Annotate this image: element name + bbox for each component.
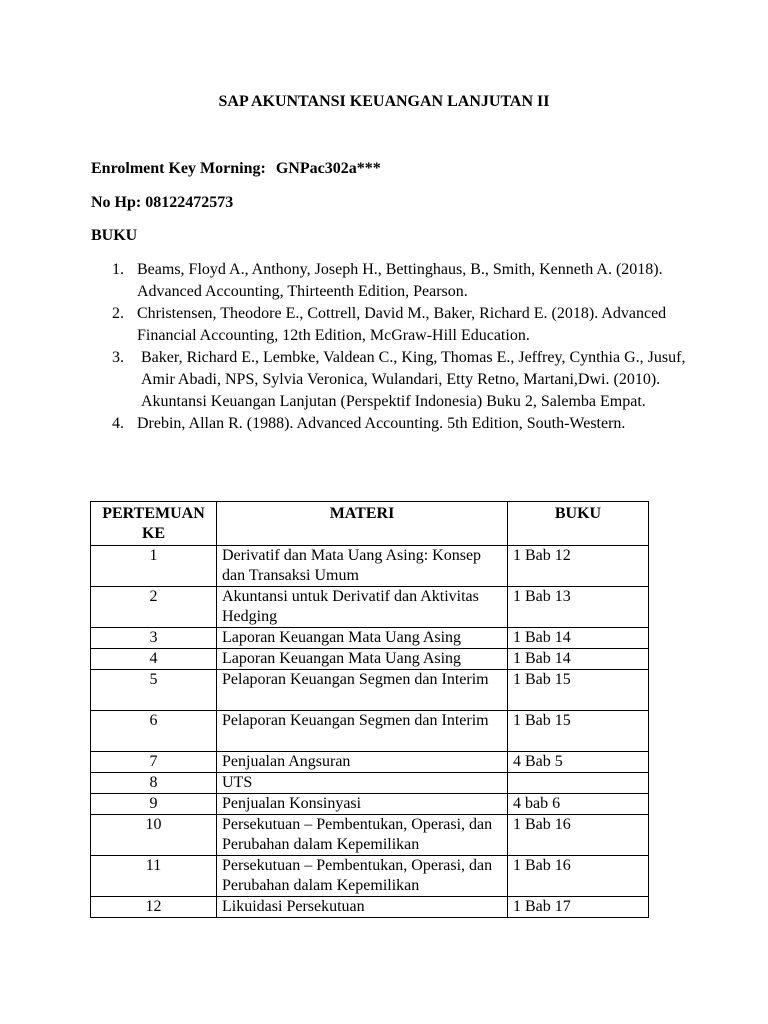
- book-reference-number: 4.: [112, 415, 124, 432]
- book-reference-number: 1.: [112, 261, 124, 278]
- table-row: [91, 815, 649, 856]
- schedule-table: [90, 501, 649, 918]
- table-row: [91, 752, 649, 773]
- header-materi: MATERI: [217, 502, 508, 546]
- cell-pertemuan: 9: [91, 794, 217, 815]
- book-reference-text: Drebin, Allan R. (1988). Advanced Accounting. 5th Edition, South-Western.: [137, 415, 626, 432]
- cell-materi: Likuidasi Persekutuan: [217, 897, 508, 918]
- cell-pertemuan: 6: [91, 711, 217, 752]
- book-reference: [91, 259, 691, 303]
- book-reference: [91, 413, 691, 435]
- cell-pertemuan: 10: [91, 815, 217, 856]
- cell-buku: 1 Bab 14: [508, 649, 649, 670]
- cell-pertemuan: 7: [91, 752, 217, 773]
- cell-materi: Laporan Keuangan Mata Uang Asing: [217, 628, 508, 649]
- cell-buku: 4 Bab 5: [508, 752, 649, 773]
- enrolment-key-line: [91, 160, 381, 178]
- table-row: [91, 773, 649, 794]
- cell-materi: Akuntansi untuk Derivatif dan Aktivitas Hedging: [217, 587, 508, 628]
- cell-pertemuan: 5: [91, 670, 217, 711]
- cell-buku: 1 Bab 16: [508, 815, 649, 856]
- cell-buku: 4 bab 6: [508, 794, 649, 815]
- cell-pertemuan: 4: [91, 649, 217, 670]
- table-row: [91, 897, 649, 918]
- enrolment-key-value: GNPac302a***: [275, 160, 381, 177]
- cell-buku: 1 Bab 15: [508, 711, 649, 752]
- cell-pertemuan: 3: [91, 628, 217, 649]
- book-reference: [91, 303, 691, 347]
- book-reference-text: Baker, Richard E., Lembke, Valdean C., King, Thomas E., Jeffrey, Cynthia G., Jusuf, Amir Abadi, NPS, Sylvia Veronica, Wulandari, Etty Retno, Martani,Dwi. (2010). Akuntansi Keuangan Lanjutan (Perspektif Indonesia) Buku 2, Salemba Empat.: [141, 349, 686, 410]
- cell-pertemuan: 8: [91, 773, 217, 794]
- cell-materi: Pelaporan Keuangan Segmen dan Interim: [217, 670, 508, 711]
- cell-buku: 1 Bab 14: [508, 628, 649, 649]
- table-row: [91, 649, 649, 670]
- cell-materi: UTS: [217, 773, 508, 794]
- cell-materi: Penjualan Konsinyasi: [217, 794, 508, 815]
- cell-buku: 1 Bab 17: [508, 897, 649, 918]
- enrolment-key-label: Enrolment Key Morning:: [91, 160, 266, 177]
- phone-line: [91, 194, 233, 212]
- table-row: [91, 711, 649, 752]
- cell-materi: Laporan Keuangan Mata Uang Asing: [217, 649, 508, 670]
- book-reference: [91, 347, 691, 413]
- cell-buku: 1 Bab 15: [508, 670, 649, 711]
- cell-pertemuan: 12: [91, 897, 217, 918]
- cell-pertemuan: 11: [91, 856, 217, 897]
- cell-materi: Pelaporan Keuangan Segmen dan Interim: [217, 711, 508, 752]
- cell-buku: 1 Bab 13: [508, 587, 649, 628]
- table-header-row: [91, 502, 649, 546]
- cell-buku: [508, 773, 649, 794]
- header-pertemuan: PERTEMUAN KE: [91, 502, 217, 546]
- cell-materi: Penjualan Angsuran: [217, 752, 508, 773]
- table-row: [91, 587, 649, 628]
- book-reference-list: [91, 259, 691, 435]
- cell-buku: 1 Bab 12: [508, 546, 649, 587]
- table-row: [91, 546, 649, 587]
- cell-buku: 1 Bab 16: [508, 856, 649, 897]
- cell-materi: Persekutuan – Pembentukan, Operasi, dan Perubahan dalam Kepemilikan: [217, 815, 508, 856]
- phone-value: 08122472573: [145, 194, 234, 211]
- table-row: [91, 856, 649, 897]
- book-reference-text: Christensen, Theodore E., Cottrell, David M., Baker, Richard E. (2018). Advanced Financial Accounting, 12th Edition, McGraw-Hill Education.: [137, 305, 667, 344]
- cell-pertemuan: 1: [91, 546, 217, 587]
- cell-materi: Derivatif dan Mata Uang Asing: Konsep dan Transaksi Umum: [217, 546, 508, 587]
- cell-materi: Persekutuan – Pembentukan, Operasi, dan Perubahan dalam Kepemilikan: [217, 856, 508, 897]
- book-reference-number: 3.: [112, 349, 124, 366]
- books-heading: BUKU: [91, 227, 138, 244]
- table-row: [91, 670, 649, 711]
- book-reference-text: Beams, Floyd A., Anthony, Joseph H., Bettinghaus, B., Smith, Kenneth A. (2018). Advanced Accounting, Thirteenth Edition, Pearson.: [137, 261, 663, 300]
- page-title: SAP AKUNTANSI KEUANGAN LANJUTAN II: [218, 93, 550, 110]
- phone-label: No Hp:: [91, 194, 142, 211]
- cell-pertemuan: 2: [91, 587, 217, 628]
- table-row: [91, 794, 649, 815]
- table-row: [91, 628, 649, 649]
- header-buku: BUKU: [508, 502, 649, 546]
- book-reference-number: 2.: [112, 305, 124, 322]
